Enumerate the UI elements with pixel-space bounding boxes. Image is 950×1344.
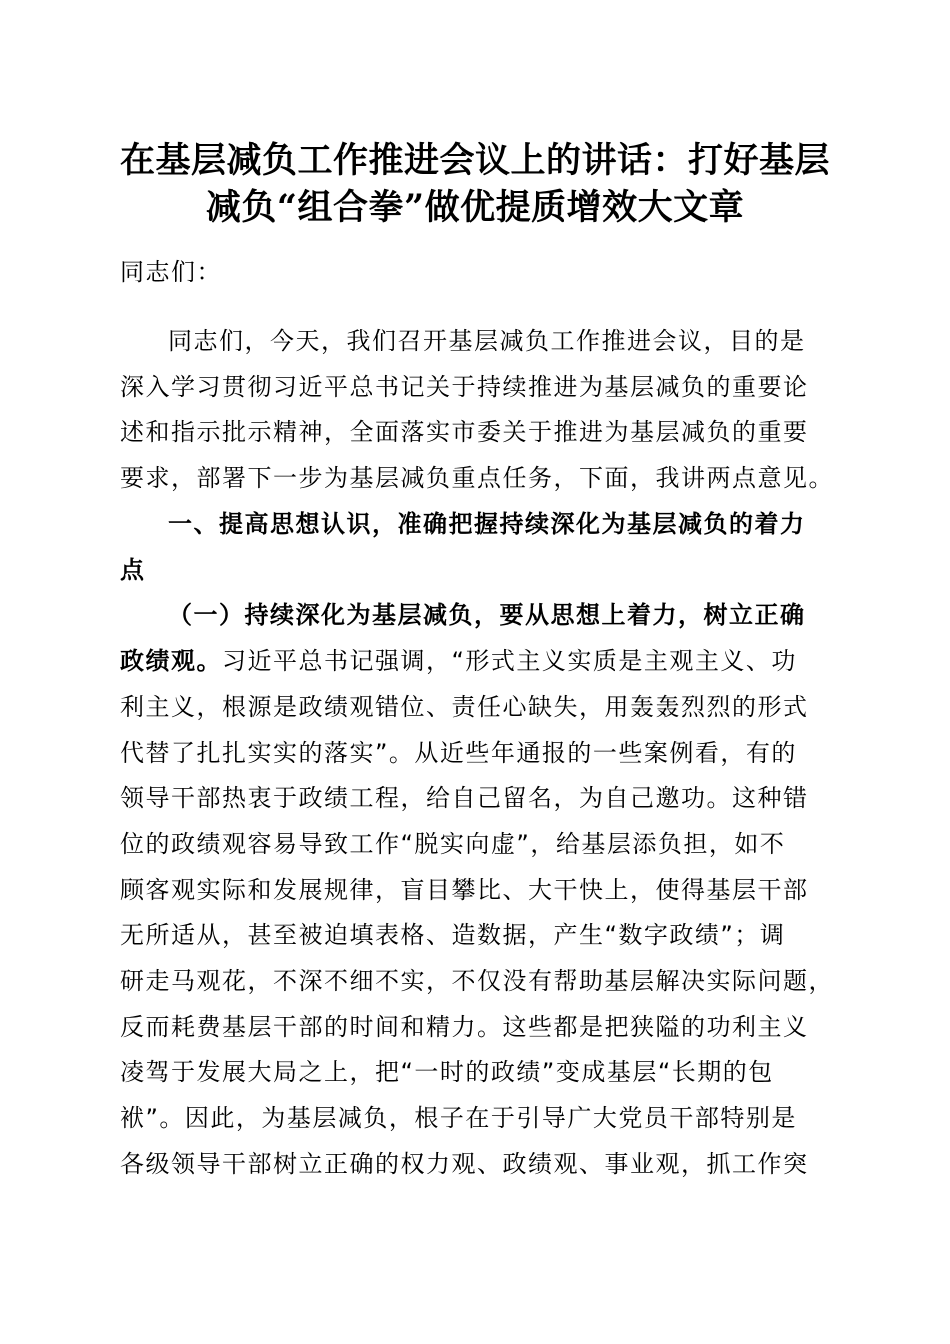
intro-line-3: 述和指示批示精神，全面落实市委关于推进为基层减负的重要 [120,418,809,446]
intro-line-4: 要求，部署下一步为基层减负重点任务，下面，我讲两点意见。 [120,464,834,492]
intro-line-2: 深入学习贯彻习近平总书记关于持续推进为基层减负的重要论 [120,373,809,401]
section-heading-1-line-2: 点 [120,556,146,584]
paragraph-line-7: 无所适从，甚至被迫填表格、造数据，产生“数字政绩”；调 [120,921,786,949]
paragraph-line-2: 利主义，根源是政绩观错位、责任心缺失，用轰轰烈烈的形式 [120,693,809,721]
subsection-heading-1-cont: 政绩观。 [120,647,222,675]
paragraph-line-4: 领导干部热衷于政绩工程，给自己留名，为自己邀功。这种错 [120,784,809,812]
salutation: 同志们： [120,258,222,286]
paragraph-line-12: 各级领导干部树立正确的权力观、政绩观、事业观，抓工作突 [120,1150,809,1178]
paragraph-line-9: 反而耗费基层干部的时间和精力。这些都是把狭隘的功利主义 [120,1013,809,1041]
paragraph-line-11: 袱”。因此，为基层减负，根子在于引导广大党员干部特别是 [120,1104,797,1132]
document-title-line-2: 减负“组合拳”做优提质增效大文章 [205,187,745,228]
paragraph-line-8: 研走马观花，不深不细不实，不仅没有帮助基层解决实际问题， [120,967,834,995]
paragraph-line-1-text: 习近平总书记强调，“形式主义实质是主观主义、功 [222,647,797,675]
paragraph-line-6: 顾客观实际和发展规律，盲目攀比、大干快上，使得基层干部 [120,876,809,904]
section-heading-1-line-1: 一、提高思想认识，准确把握持续深化为基层减负的着力 [168,510,806,538]
subsection-heading-1: （一）持续深化为基层减负，要从思想上着力，树立正确 [168,601,806,629]
paragraph-line-1 [120,645,840,677]
intro-line-1: 同志们，今天，我们召开基层减负工作推进会议，目的是 [168,327,806,355]
paragraph-line-3: 代替了扎扎实实的落实”。从近些年通报的一些案例看，有的 [120,739,797,767]
paragraph-line-5: 位的政绩观容易导致工作“脱实向虚”，给基层添负担，如不 [120,830,786,858]
document-title-line-1: 在基层减负工作推进会议上的讲话：打好基层 [119,140,830,181]
paragraph-line-10: 凌驾于发展大局之上，把“一时的政绩”变成基层“长期的包 [120,1058,774,1086]
